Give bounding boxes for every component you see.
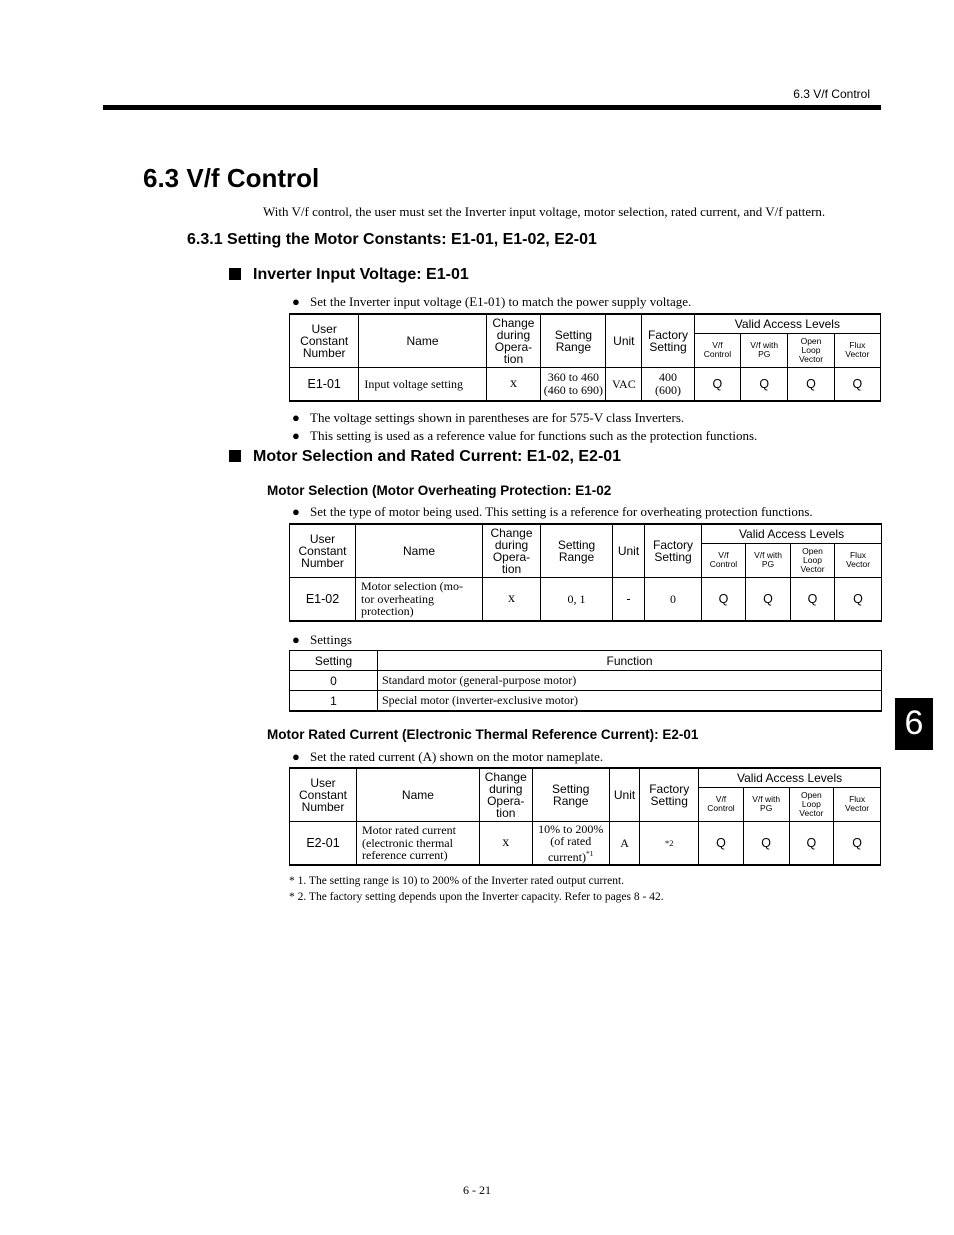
header-user-constant: User Constant Number xyxy=(290,768,357,821)
setting-value: 0 xyxy=(290,671,378,691)
setting-value: 1 xyxy=(290,691,378,712)
chapter-tab: 6 xyxy=(895,698,933,750)
e101-change: x xyxy=(486,367,541,401)
header-name: Name xyxy=(357,768,480,821)
e102-factory: 0 xyxy=(645,577,702,621)
bullet-settings: ● Settings xyxy=(292,632,352,647)
e102-constant-table xyxy=(289,523,882,622)
footnote-2: * 2. The factory setting depends upon the Inverter capacity. Refer to pages 8 - 42. xyxy=(289,891,664,903)
e201-number: E2-01 xyxy=(290,821,357,865)
header-factory-setting: Factory Setting xyxy=(642,314,695,367)
settings-header-function: Function xyxy=(378,651,882,671)
note-575v: ● The voltage settings shown in parentheses are for 575-V class Inverters. xyxy=(292,410,685,425)
footnote-1: * 1. The setting range is 10) to 200% of the Inverter rated output current. xyxy=(289,875,625,887)
header-setting-range: Setting Range xyxy=(532,768,609,821)
e201-unit: A xyxy=(609,821,639,865)
header-flux-vector: Flux Vector xyxy=(834,333,880,367)
e101-access-vfpg: Q xyxy=(741,367,788,401)
table-row xyxy=(290,691,882,712)
header-flux-vector: Flux Vector xyxy=(835,543,882,577)
header-vf-with-pg: V/f with PG xyxy=(741,333,788,367)
square-bullet-icon xyxy=(229,268,241,280)
header-valid-access-levels: Valid Access Levels xyxy=(694,314,880,333)
e101-number: E1-01 xyxy=(290,367,359,401)
bullet-e102-instruction: ● Set the type of motor being used. This setting is a reference for overheating protection functions. xyxy=(292,504,813,519)
header-vf-control: V/f Control xyxy=(694,333,740,367)
e201-access-vfpg: Q xyxy=(743,821,789,865)
e201-name: Motor rated current (electronic thermal reference current) xyxy=(357,821,480,865)
e201-factory: *2 xyxy=(640,821,699,865)
note-reference-value: ● This setting is used as a reference value for functions such as the protection functions. xyxy=(292,428,758,443)
page-number: 6 - 21 xyxy=(463,1183,491,1197)
header-factory-setting: Factory Setting xyxy=(640,768,699,821)
e102-number: E1-02 xyxy=(290,577,356,621)
header-vf-control: V/f Control xyxy=(702,543,746,577)
header-vf-with-pg: V/f with PG xyxy=(743,787,789,821)
e101-unit: VAC xyxy=(606,367,642,401)
header-user-constant: User Constant Number xyxy=(290,314,359,367)
e101-access-openloop: Q xyxy=(788,367,834,401)
e201-constant-table xyxy=(289,767,881,866)
e201-access-flux: Q xyxy=(834,821,881,865)
e101-constant-table xyxy=(289,313,881,402)
intro-text: With V/f control, the user must set the Inverter input voltage, motor selection, rated current, and V/f pattern. xyxy=(263,204,826,219)
header-open-loop-vector: Open Loop Vector xyxy=(788,333,834,367)
header-name: Name xyxy=(359,314,486,367)
bullet-e201-instruction: ● Set the rated current (A) shown on the motor nameplate. xyxy=(292,749,604,764)
heading-inverter-input-voltage: Inverter Input Voltage: E1-01 xyxy=(229,266,469,284)
settings-header-setting: Setting xyxy=(290,651,378,671)
header-setting-range: Setting Range xyxy=(541,524,613,577)
header-factory-setting: Factory Setting xyxy=(645,524,702,577)
header-unit: Unit xyxy=(606,314,642,367)
header-vf-control: V/f Control xyxy=(699,787,744,821)
header-unit: Unit xyxy=(613,524,645,577)
e102-access-openloop: Q xyxy=(791,577,835,621)
page-title: 6.3 V/f Control xyxy=(143,163,320,193)
e102-name: Motor selection (mo- tor overheating protection) xyxy=(356,577,483,621)
header-open-loop-vector: Open Loop Vector xyxy=(789,787,834,821)
heading-motor-rated-current: Motor Rated Current (Electronic Thermal Reference Current): E2-01 xyxy=(267,727,699,742)
header-change-during-operation: Change during Opera- tion xyxy=(479,768,532,821)
header-rule xyxy=(103,105,881,110)
square-bullet-icon xyxy=(229,450,241,462)
table-row xyxy=(290,671,882,691)
header-valid-access-levels: Valid Access Levels xyxy=(702,524,882,543)
e101-access-flux: Q xyxy=(834,367,880,401)
header-valid-access-levels: Valid Access Levels xyxy=(699,768,881,787)
footnote-mark-1: *1 xyxy=(585,848,594,858)
e201-access-vf: Q xyxy=(699,821,744,865)
e102-access-flux: Q xyxy=(835,577,882,621)
header-change-during-operation: Change during Opera- tion xyxy=(483,524,541,577)
e201-change: x xyxy=(479,821,532,865)
heading-motor-selection-e102: Motor Selection (Motor Overheating Protection: E1-02 xyxy=(267,483,612,498)
e101-name: Input voltage setting xyxy=(359,367,486,401)
e102-access-vf: Q xyxy=(702,577,746,621)
e102-range: 0, 1 xyxy=(541,577,613,621)
header-vf-with-pg: V/f with PG xyxy=(746,543,791,577)
heading-motor-selection: Motor Selection and Rated Current: E1-02, E2-01 xyxy=(229,448,621,466)
header-change-during-operation: Change during Opera- tion xyxy=(486,314,541,367)
e201-range: 10% to 200% (of rated current)$^{*1}$ xyxy=(532,821,609,865)
subsection-heading: 6.3.1 Setting the Motor Constants: E1-01, E1-02, E2-01 xyxy=(187,231,597,248)
e102-access-vfpg: Q xyxy=(746,577,791,621)
header-name: Name xyxy=(356,524,483,577)
e101-range: 360 to 460 (460 to 690) xyxy=(541,367,606,401)
e101-access-vf: Q xyxy=(694,367,740,401)
setting-function: Special motor (inverter-exclusive motor) xyxy=(378,691,882,712)
e102-unit: - xyxy=(613,577,645,621)
running-head: 6.3 V/f Control xyxy=(793,87,870,101)
e102-change: x xyxy=(483,577,541,621)
header-open-loop-vector: Open Loop Vector xyxy=(791,543,835,577)
setting-function: Standard motor (general-purpose motor) xyxy=(378,671,882,691)
settings-table xyxy=(289,650,882,712)
header-setting-range: Setting Range xyxy=(541,314,606,367)
bullet-e101-instruction: ● Set the Inverter input voltage (E1-01) to match the power supply voltage. xyxy=(292,294,692,309)
header-flux-vector: Flux Vector xyxy=(834,787,881,821)
header-user-constant: User Constant Number xyxy=(290,524,356,577)
e101-factory: 400 (600) xyxy=(642,367,695,401)
e201-access-openloop: Q xyxy=(789,821,834,865)
header-unit: Unit xyxy=(609,768,639,821)
